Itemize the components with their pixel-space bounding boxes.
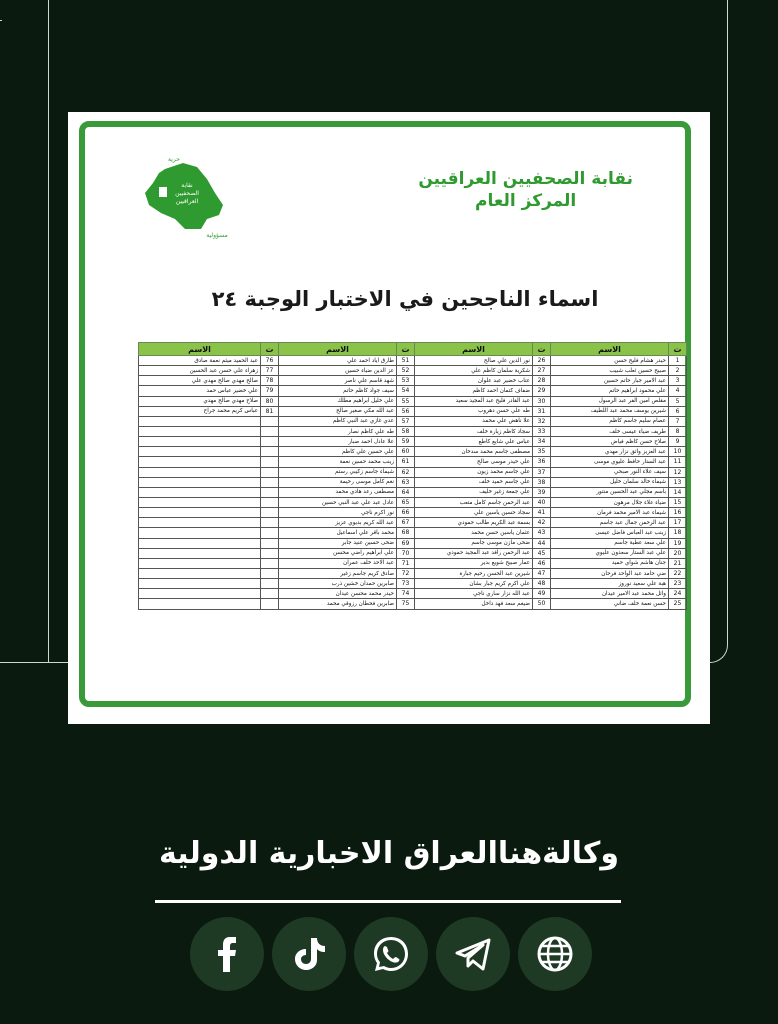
table-row bbox=[139, 467, 687, 477]
row-number-cell: 18 bbox=[669, 528, 687, 538]
row-number-cell bbox=[261, 487, 279, 497]
logo-text-2: الصحفيين bbox=[175, 190, 199, 197]
facebook-button[interactable] bbox=[190, 917, 264, 991]
table-row bbox=[139, 356, 687, 366]
name-cell: نور اكرم ناجي bbox=[279, 508, 397, 518]
col-header-name: الاسم bbox=[415, 343, 533, 356]
row-number-cell: 34 bbox=[533, 437, 551, 447]
organization-heading bbox=[418, 169, 633, 211]
col-header-num: ت bbox=[397, 343, 415, 356]
name-cell: عصام سليم جاسم كاظم bbox=[551, 416, 669, 426]
row-number-cell: 54 bbox=[397, 386, 415, 396]
row-number-cell: 43 bbox=[533, 528, 551, 538]
row-number-cell: 75 bbox=[397, 599, 415, 609]
name-cell: حيدر هشام فليح حسن bbox=[551, 356, 669, 366]
name-cell: مقلص امين الفر عبد الرسول bbox=[551, 396, 669, 406]
name-cell bbox=[139, 457, 261, 467]
name-cell bbox=[139, 548, 261, 558]
row-number-cell: 1 bbox=[669, 356, 687, 366]
name-cell: عبد الحميد ميثم نعمة صادق bbox=[139, 356, 261, 366]
table-row bbox=[139, 518, 687, 528]
name-cell: علا ناهض علي محمد bbox=[415, 416, 533, 426]
decorative-line bbox=[0, 662, 60, 663]
name-cell: سيف جواد كاظم حاتم bbox=[279, 386, 397, 396]
name-cell: عبد الاحد خلف عمران bbox=[279, 558, 397, 568]
table-row bbox=[139, 416, 687, 426]
name-cell: وائل محمد عبد الامير عيدان bbox=[551, 589, 669, 599]
name-cell: مصطفى رعد هادي محمد bbox=[279, 487, 397, 497]
name-cell: عبد العزيز وائق نزار مهدي bbox=[551, 447, 669, 457]
name-cell: عباس كريم محمد جراح bbox=[139, 406, 261, 416]
row-number-cell: 60 bbox=[397, 447, 415, 457]
name-cell: عدي غازي عبد النبي كاظم bbox=[279, 416, 397, 426]
row-number-cell bbox=[261, 518, 279, 528]
name-cell: سجاد حسين ياسين علي bbox=[415, 508, 533, 518]
row-number-cell: 10 bbox=[669, 447, 687, 457]
name-cell bbox=[139, 477, 261, 487]
row-number-cell: 58 bbox=[397, 426, 415, 436]
row-number-cell: 12 bbox=[669, 467, 687, 477]
name-cell bbox=[139, 589, 261, 599]
logo-top-text: حرية bbox=[168, 156, 180, 163]
row-number-cell: 47 bbox=[533, 568, 551, 578]
website-button[interactable] bbox=[518, 917, 592, 991]
name-cell: علي سعد عطية جاسم bbox=[551, 538, 669, 548]
name-cell: عبد الرحمن رافد عبد المجيد حمودي bbox=[415, 548, 533, 558]
name-cell: سجاد كاظم زيارة خلف bbox=[415, 426, 533, 436]
row-number-cell: 73 bbox=[397, 579, 415, 589]
name-cell: نور الدين علي صالح bbox=[415, 356, 533, 366]
table-row bbox=[139, 386, 687, 396]
row-number-cell: 69 bbox=[397, 538, 415, 548]
row-number-cell: 61 bbox=[397, 457, 415, 467]
name-cell: عبد الستار حافظ عليوي موسى bbox=[551, 457, 669, 467]
name-cell bbox=[139, 599, 261, 609]
row-number-cell: 3 bbox=[669, 376, 687, 386]
row-number-cell: 63 bbox=[397, 477, 415, 487]
logo-text-1: نقابة bbox=[181, 182, 193, 189]
name-cell bbox=[139, 538, 261, 548]
row-number-cell: 24 bbox=[669, 589, 687, 599]
row-number-cell: 31 bbox=[533, 406, 551, 416]
row-number-cell bbox=[261, 508, 279, 518]
organization-branch: المركز العام bbox=[475, 191, 577, 211]
row-number-cell: 33 bbox=[533, 426, 551, 436]
row-number-cell: 68 bbox=[397, 528, 415, 538]
name-cell: علي عبد الستار سعدون عليوي bbox=[551, 548, 669, 558]
name-cell: محمد باقر علي اسماعيل bbox=[279, 528, 397, 538]
name-cell bbox=[139, 528, 261, 538]
row-number-cell: 78 bbox=[261, 376, 279, 386]
name-cell: ضياء علاء جلال مرهون bbox=[551, 497, 669, 507]
row-number-cell: 13 bbox=[669, 477, 687, 487]
decorative-line bbox=[0, 20, 2, 21]
name-cell: علي اكرم كريم جبار بشان bbox=[415, 579, 533, 589]
name-cell: مصطفى جاسم محمد سدخان bbox=[415, 447, 533, 457]
table-row bbox=[139, 497, 687, 507]
row-number-cell: 72 bbox=[397, 568, 415, 578]
table-row bbox=[139, 457, 687, 467]
name-cell bbox=[139, 508, 261, 518]
row-number-cell: 35 bbox=[533, 447, 551, 457]
row-number-cell: 39 bbox=[533, 487, 551, 497]
row-number-cell: 42 bbox=[533, 518, 551, 528]
table-row bbox=[139, 406, 687, 416]
name-cell: عبد الله نزار ساري ناجي bbox=[415, 589, 533, 599]
row-number-cell: 8 bbox=[669, 426, 687, 436]
table-row bbox=[139, 447, 687, 457]
name-cell: شيرين عبد الحسن رحيم جبارة bbox=[415, 568, 533, 578]
table-row bbox=[139, 548, 687, 558]
name-cell bbox=[139, 447, 261, 457]
name-cell: صلاح مهدي صالح مهدي bbox=[139, 396, 261, 406]
name-cell: ضيغم سعد فهد داخل bbox=[415, 599, 533, 609]
table-row bbox=[139, 538, 687, 548]
row-number-cell: 9 bbox=[669, 437, 687, 447]
name-cell: علي حيدر موسى صالح bbox=[415, 457, 533, 467]
row-number-cell: 57 bbox=[397, 416, 415, 426]
table-row bbox=[139, 579, 687, 589]
name-cell: ضي حامد عبد الواحد فرحان bbox=[551, 568, 669, 578]
social-links bbox=[190, 917, 590, 993]
row-number-cell: 15 bbox=[669, 497, 687, 507]
name-cell: صبيح حسين ثعلب شبيب bbox=[551, 366, 669, 376]
results-table bbox=[138, 342, 687, 610]
tiktok-button[interactable] bbox=[272, 917, 346, 991]
row-number-cell: 44 bbox=[533, 538, 551, 548]
row-number-cell bbox=[261, 579, 279, 589]
row-number-cell: 48 bbox=[533, 579, 551, 589]
name-cell: علي محمود ابراهيم حاتم bbox=[551, 386, 669, 396]
name-cell: عبد الرحمن جمال عبد جاسم bbox=[551, 518, 669, 528]
row-number-cell: 50 bbox=[533, 599, 551, 609]
row-number-cell: 77 bbox=[261, 366, 279, 376]
row-number-cell: 55 bbox=[397, 396, 415, 406]
name-cell: عمار صبيح شويع بدير bbox=[415, 558, 533, 568]
row-number-cell bbox=[261, 416, 279, 426]
name-cell bbox=[139, 467, 261, 477]
name-cell: ضفاف كتمان احمد كاظم bbox=[415, 386, 533, 396]
row-number-cell: 2 bbox=[669, 366, 687, 376]
row-number-cell: 52 bbox=[397, 366, 415, 376]
table-row bbox=[139, 366, 687, 376]
name-cell: زينب محمد حسين نعمة bbox=[279, 457, 397, 467]
row-number-cell bbox=[261, 538, 279, 548]
name-cell: شيماء خالد سلمان خليل bbox=[551, 477, 669, 487]
whatsapp-icon bbox=[371, 934, 411, 974]
name-cell: زهراء علي حسن عبد الحسين bbox=[139, 366, 261, 376]
row-number-cell: 51 bbox=[397, 356, 415, 366]
name-cell: صابرين فحطان رزوقي محمد bbox=[279, 599, 397, 609]
name-cell: عبد القادر فليح عبد المجيد سعيد bbox=[415, 396, 533, 406]
table-row bbox=[139, 396, 687, 406]
row-number-cell: 49 bbox=[533, 589, 551, 599]
row-number-cell bbox=[261, 568, 279, 578]
row-number-cell: 41 bbox=[533, 508, 551, 518]
name-cell bbox=[139, 497, 261, 507]
name-cell: شيماء جاسم زكيبي رستم bbox=[279, 467, 397, 477]
row-number-cell bbox=[261, 599, 279, 609]
name-cell: عبد الله مكي صغير صالح bbox=[279, 406, 397, 416]
row-number-cell bbox=[261, 426, 279, 436]
table-row bbox=[139, 508, 687, 518]
row-number-cell bbox=[261, 477, 279, 487]
row-number-cell: 66 bbox=[397, 508, 415, 518]
name-cell: علي جمعة زغير خليف bbox=[415, 487, 533, 497]
name-cell: طارق اياد احمد علي bbox=[279, 356, 397, 366]
col-header-name: الاسم bbox=[139, 343, 261, 356]
logo-bottom-text: مسؤولية bbox=[206, 232, 228, 239]
name-cell bbox=[139, 558, 261, 568]
table-row bbox=[139, 528, 687, 538]
table-row bbox=[139, 558, 687, 568]
row-number-cell bbox=[261, 497, 279, 507]
table-row bbox=[139, 568, 687, 578]
facebook-icon bbox=[207, 934, 247, 974]
row-number-cell bbox=[261, 457, 279, 467]
col-header-num: ت bbox=[533, 343, 551, 356]
globe-icon bbox=[535, 934, 575, 974]
name-cell bbox=[139, 518, 261, 528]
row-number-cell: 29 bbox=[533, 386, 551, 396]
row-number-cell: 37 bbox=[533, 467, 551, 477]
row-number-cell: 64 bbox=[397, 487, 415, 497]
name-cell: عبد الله كريم بديوي عزيز bbox=[279, 518, 397, 528]
row-number-cell: 27 bbox=[533, 366, 551, 376]
row-number-cell: 30 bbox=[533, 396, 551, 406]
row-number-cell: 46 bbox=[533, 558, 551, 568]
name-cell: عبد الرحمن جاسم كامل متعب bbox=[415, 497, 533, 507]
name-cell: حيدر محمد محسن عيدان bbox=[279, 589, 397, 599]
name-cell: صلاح حسن كاظم فياض bbox=[551, 437, 669, 447]
row-number-cell bbox=[261, 528, 279, 538]
name-cell: بسمة عبد الكريم طالب حمودي bbox=[415, 518, 533, 528]
whatsapp-button[interactable] bbox=[354, 917, 428, 991]
name-cell: زينب عبد العباس فاضل عيسى bbox=[551, 528, 669, 538]
row-number-cell: 25 bbox=[669, 599, 687, 609]
name-cell: شهد قاسم علي ناصر bbox=[279, 376, 397, 386]
row-number-cell bbox=[261, 548, 279, 558]
name-cell bbox=[139, 568, 261, 578]
name-cell: عادل عبد علي عبد النبي حسين bbox=[279, 497, 397, 507]
table-header-row bbox=[139, 343, 687, 356]
telegram-icon bbox=[453, 934, 493, 974]
name-cell: علي حسين علي كاظم bbox=[279, 447, 397, 457]
table-row bbox=[139, 426, 687, 436]
row-number-cell: 17 bbox=[669, 518, 687, 528]
row-number-cell bbox=[261, 447, 279, 457]
organization-name: نقابة الصحفيين العراقيين bbox=[418, 169, 633, 189]
row-number-cell: 11 bbox=[669, 457, 687, 467]
row-number-cell: 19 bbox=[669, 538, 687, 548]
row-number-cell: 36 bbox=[533, 457, 551, 467]
telegram-button[interactable] bbox=[436, 917, 510, 991]
row-number-cell: 70 bbox=[397, 548, 415, 558]
row-number-cell: 38 bbox=[533, 477, 551, 487]
name-cell: علي خضير عباس حمد bbox=[139, 386, 261, 396]
name-cell: عبد الامير جبار حاتم حسين bbox=[551, 376, 669, 386]
row-number-cell bbox=[261, 558, 279, 568]
tiktok-icon bbox=[289, 934, 329, 974]
row-number-cell: 45 bbox=[533, 548, 551, 558]
document-frame bbox=[79, 121, 691, 707]
row-number-cell: 79 bbox=[261, 386, 279, 396]
logo-text-3: العراقيين bbox=[175, 198, 199, 205]
row-number-cell: 26 bbox=[533, 356, 551, 366]
row-number-cell: 67 bbox=[397, 518, 415, 528]
name-cell: علي خليل ابراهيم مطلك bbox=[279, 396, 397, 406]
name-cell: عثمان ياسين حسن محمد bbox=[415, 528, 533, 538]
table-row bbox=[139, 487, 687, 497]
name-cell: علي جاسم حميد خلف bbox=[415, 477, 533, 487]
agency-name: وكالةهناالعراق الاخبارية الدولية bbox=[159, 836, 619, 871]
name-cell: حسن نعمة خلف ضاني bbox=[551, 599, 669, 609]
name-cell bbox=[139, 579, 261, 589]
name-cell: سيف علاء النور صبحي bbox=[551, 467, 669, 477]
row-number-cell: 28 bbox=[533, 376, 551, 386]
col-header-num: ت bbox=[261, 343, 279, 356]
row-number-cell: 16 bbox=[669, 508, 687, 518]
table-row bbox=[139, 599, 687, 609]
table-row bbox=[139, 376, 687, 386]
row-number-cell: 20 bbox=[669, 548, 687, 558]
row-number-cell: 23 bbox=[669, 579, 687, 589]
table-body bbox=[139, 356, 687, 610]
table-row bbox=[139, 477, 687, 487]
row-number-cell: 21 bbox=[669, 558, 687, 568]
name-cell: علي ابراهيم راضي محسن bbox=[279, 548, 397, 558]
row-number-cell bbox=[261, 467, 279, 477]
name-cell bbox=[139, 426, 261, 436]
table-row bbox=[139, 589, 687, 599]
name-cell: عباس علي شايع كاطع bbox=[415, 437, 533, 447]
union-logo bbox=[137, 153, 233, 239]
row-number-cell: 32 bbox=[533, 416, 551, 426]
col-header-name: الاسم bbox=[551, 343, 669, 356]
row-number-cell bbox=[261, 589, 279, 599]
row-number-cell: 7 bbox=[669, 416, 687, 426]
name-cell: نغم كامل موسى رحيمة bbox=[279, 477, 397, 487]
name-cell bbox=[139, 487, 261, 497]
name-cell: شيماء عبد الامير محمد فرمان bbox=[551, 508, 669, 518]
name-cell bbox=[139, 437, 261, 447]
row-number-cell: 14 bbox=[669, 487, 687, 497]
name-cell bbox=[139, 416, 261, 426]
divider bbox=[155, 900, 621, 903]
row-number-cell bbox=[261, 437, 279, 447]
row-number-cell: 4 bbox=[669, 386, 687, 396]
name-cell: علي جاسم محمد زيون bbox=[415, 467, 533, 477]
name-cell: صادق كريم جاسم زغير bbox=[279, 568, 397, 578]
name-cell: ضحى حسين عنيد جابر bbox=[279, 538, 397, 548]
name-cell: طه علي حسن دهروب bbox=[415, 406, 533, 416]
name-cell: عتاب خضير عبد علوان bbox=[415, 376, 533, 386]
row-number-cell: 76 bbox=[261, 356, 279, 366]
row-number-cell: 59 bbox=[397, 437, 415, 447]
name-cell: طه علي كاظم نصار bbox=[279, 426, 397, 436]
name-cell: شيرين يوسف محمد عبد اللطيف bbox=[551, 406, 669, 416]
name-cell: عز الدين ضياء حسين bbox=[279, 366, 397, 376]
col-header-num: ت bbox=[669, 343, 687, 356]
row-number-cell: 71 bbox=[397, 558, 415, 568]
row-number-cell: 56 bbox=[397, 406, 415, 416]
row-number-cell: 65 bbox=[397, 497, 415, 507]
col-header-name: الاسم bbox=[279, 343, 397, 356]
row-number-cell: 74 bbox=[397, 589, 415, 599]
row-number-cell: 40 bbox=[533, 497, 551, 507]
row-number-cell: 22 bbox=[669, 568, 687, 578]
name-cell: باسم مجلي عبد الحسين منتور bbox=[551, 487, 669, 497]
row-number-cell: 62 bbox=[397, 467, 415, 477]
name-cell: طريف ضياء عيسى خلف bbox=[551, 426, 669, 436]
row-number-cell: 81 bbox=[261, 406, 279, 416]
row-number-cell: 6 bbox=[669, 406, 687, 416]
name-cell: شكرية سلمان كاظم علي bbox=[415, 366, 533, 376]
name-cell: صالح مهدي صالح مهدي علي bbox=[139, 376, 261, 386]
name-cell: صابرين حمدان خشين ذرب bbox=[279, 579, 397, 589]
row-number-cell: 53 bbox=[397, 376, 415, 386]
document-title: اسماء الناجحين في الاختبار الوجبة ٢٤ bbox=[211, 287, 599, 311]
table-row bbox=[139, 437, 687, 447]
row-number-cell: 5 bbox=[669, 396, 687, 406]
name-cell: جنان هاشم شواي حميد bbox=[551, 558, 669, 568]
document-image bbox=[68, 112, 710, 724]
row-number-cell: 80 bbox=[261, 396, 279, 406]
name-cell: ضحى مازن موسى جاسم bbox=[415, 538, 533, 548]
name-cell: هبة علي سعيد نوروز bbox=[551, 579, 669, 589]
name-cell: علا عادل احمد صبار bbox=[279, 437, 397, 447]
